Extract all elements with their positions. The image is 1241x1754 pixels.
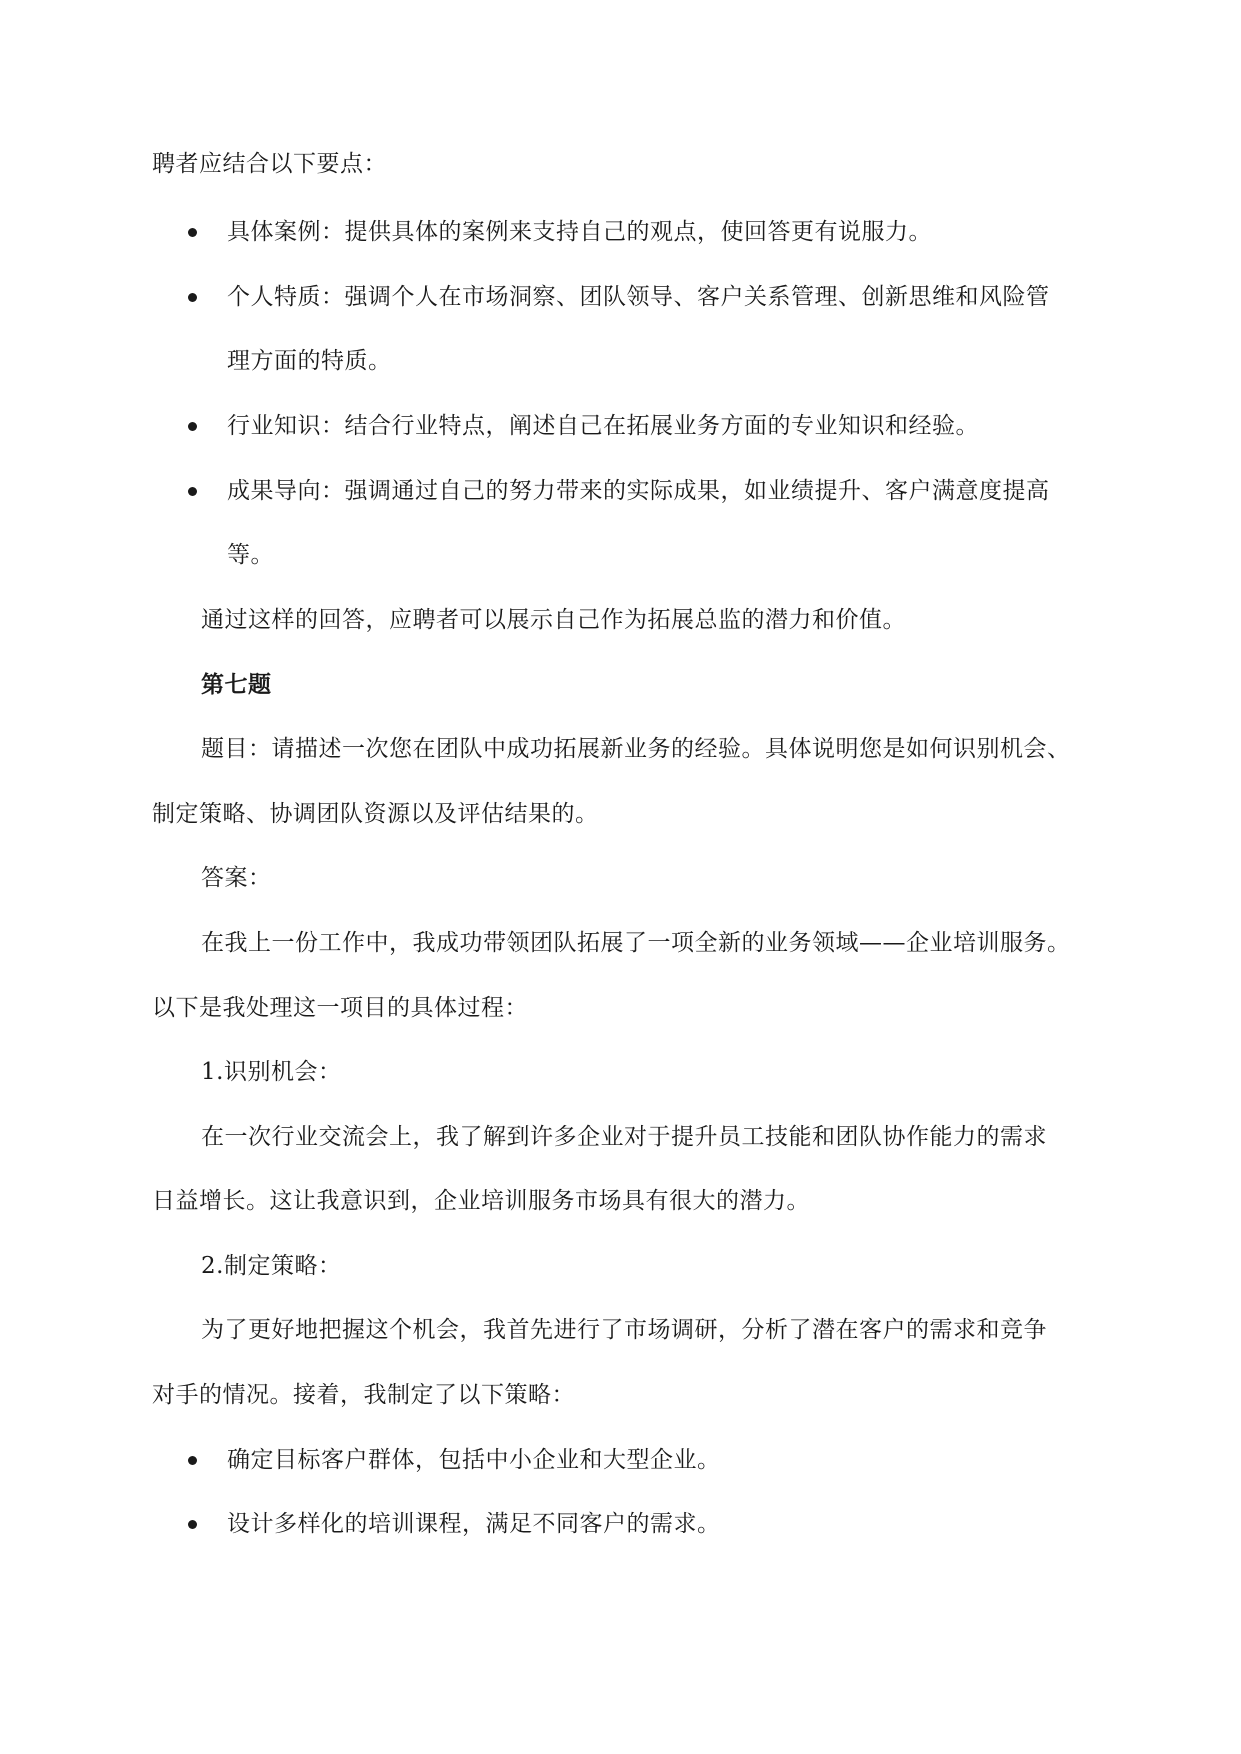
bullet-dot (188, 228, 197, 237)
section-title: 第七题 (201, 671, 272, 698)
question-line1: 题目：请描述一次您在团队中成功拓展新业务的经验。具体说明您是如何识别机会、 (201, 736, 1071, 762)
answer-label: 答案： (201, 865, 272, 891)
intro-tail: 聘者应结合以下要点： (152, 151, 387, 177)
bullet-dot (188, 293, 197, 302)
point-results-line1: 成果导向：强调通过自己的努力带来的实际成果，如业绩提升、客户满意度提高 (227, 478, 1050, 504)
point-traits-line2: 理方面的特质。 (227, 348, 392, 374)
bullet-dot (188, 487, 197, 496)
point-results-line2: 等。 (227, 542, 274, 568)
point-traits-line1: 个人特质：强调个人在市场洞察、团队领导、客户关系管理、创新思维和风险管 (227, 284, 1050, 310)
step1-title: 1.识别机会： (201, 1059, 342, 1085)
step2-title: 2.制定策略： (201, 1253, 342, 1279)
bullet-dot (188, 422, 197, 431)
step1-line1: 在一次行业交流会上，我了解到许多企业对于提升员工技能和团队协作能力的需求 (201, 1124, 1047, 1150)
answer-intro-line2: 以下是我处理这一项目的具体过程： (152, 995, 528, 1021)
point-case: 具体案例：提供具体的案例来支持自己的观点，使回答更有说服力。 (227, 219, 932, 245)
strategy-item: 设计多样化的培训课程，满足不同客户的需求。 (227, 1511, 721, 1537)
step1-line2: 日益增长。这让我意识到，企业培训服务市场具有很大的潜力。 (152, 1188, 810, 1214)
bullet-dot (188, 1456, 197, 1465)
strategy-item: 确定目标客户群体，包括中小企业和大型企业。 (227, 1447, 721, 1473)
step2-line1: 为了更好地把握这个机会，我首先进行了市场调研，分析了潜在客户的需求和竞争 (201, 1317, 1047, 1343)
conclusion: 通过这样的回答，应聘者可以展示自己作为拓展总监的潜力和价值。 (201, 607, 906, 633)
answer-intro-line1: 在我上一份工作中，我成功带领团队拓展了一项全新的业务领域——企业培训服务。 (201, 930, 1071, 956)
step2-line2: 对手的情况。接着，我制定了以下策略： (152, 1382, 575, 1408)
bullet-dot (188, 1520, 197, 1529)
point-industry: 行业知识：结合行业特点，阐述自己在拓展业务方面的专业知识和经验。 (227, 413, 979, 439)
question-line2: 制定策略、协调团队资源以及评估结果的。 (152, 801, 599, 827)
